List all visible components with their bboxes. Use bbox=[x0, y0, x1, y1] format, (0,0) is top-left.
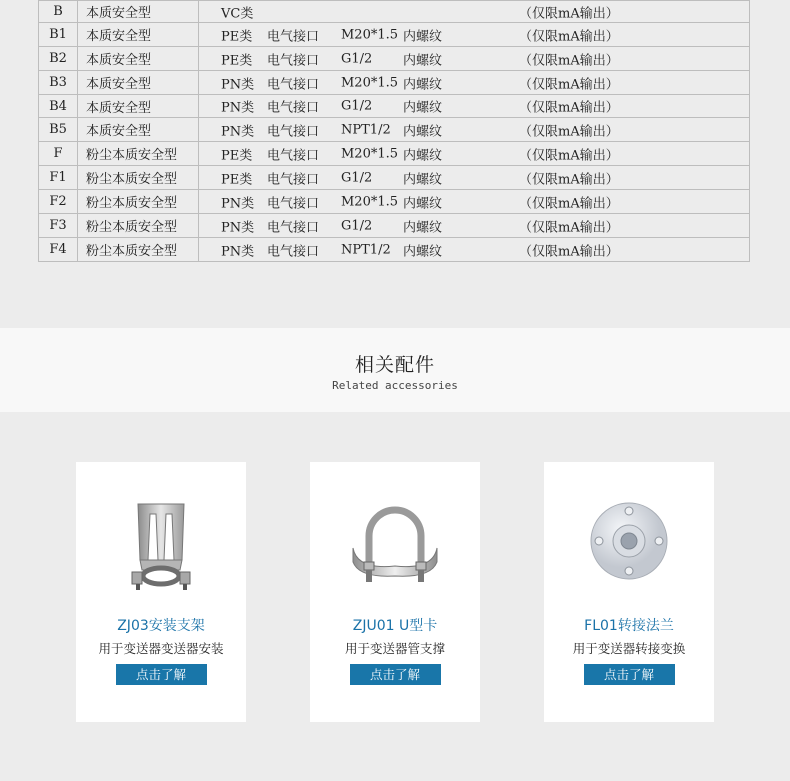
product-desc: 用于变送器管支撑 bbox=[344, 641, 445, 656]
model-code: B bbox=[39, 1, 78, 23]
output-note: （仅限mA输出） bbox=[519, 29, 619, 44]
model-code: F2 bbox=[39, 190, 78, 214]
thread-size: NPT1/2 bbox=[341, 122, 391, 137]
connection-spec bbox=[199, 190, 750, 214]
connection-spec bbox=[199, 47, 750, 71]
thread-size: M20*1.5 bbox=[341, 146, 399, 161]
product-name[interactable]: ZJU01 U型卡 bbox=[352, 618, 438, 634]
connection-class: VC类 bbox=[221, 6, 254, 21]
u-clamp-icon bbox=[347, 500, 443, 590]
model-code: B2 bbox=[39, 47, 78, 71]
output-note: （仅限mA输出） bbox=[519, 244, 619, 259]
connection-class: PE类 bbox=[221, 172, 253, 187]
connection-spec bbox=[199, 166, 750, 190]
product-name[interactable]: ZJ03安装支架 bbox=[117, 618, 205, 634]
output-note: （仅限mA输出） bbox=[519, 53, 619, 68]
thread-size: G1/2 bbox=[341, 51, 373, 66]
product-image bbox=[76, 462, 246, 612]
thread-size: M20*1.5 bbox=[341, 75, 399, 90]
connection-spec bbox=[199, 71, 750, 95]
protection-type: 粉尘本质安全型 bbox=[78, 166, 199, 190]
electrical-interface: 电气接口 bbox=[267, 148, 320, 163]
electrical-interface: 电气接口 bbox=[267, 77, 320, 92]
connection-class: PN类 bbox=[221, 124, 255, 139]
thread-size: G1/2 bbox=[341, 170, 373, 185]
model-code: B4 bbox=[39, 95, 78, 118]
spec-row bbox=[39, 142, 750, 166]
product-image bbox=[310, 462, 480, 612]
connection-class: PN类 bbox=[221, 100, 255, 116]
connection-spec bbox=[199, 23, 750, 47]
electrical-interface: 电气接口 bbox=[267, 172, 320, 187]
thread-type: 内螺纹 bbox=[403, 196, 443, 211]
output-note: （仅限mA输出） bbox=[519, 77, 619, 92]
connection-class: PE类 bbox=[221, 148, 253, 163]
spec-row bbox=[39, 238, 750, 262]
protection-type: 本质安全型 bbox=[78, 1, 199, 23]
protection-type: 粉尘本质安全型 bbox=[78, 238, 199, 262]
connection-spec bbox=[199, 95, 750, 118]
electrical-interface: 电气接口 bbox=[267, 100, 320, 116]
thread-type: 内螺纹 bbox=[403, 124, 443, 139]
flange-icon bbox=[588, 500, 670, 582]
accessories-header bbox=[0, 328, 790, 412]
product-image bbox=[544, 462, 714, 612]
output-note: （仅限mA输出） bbox=[519, 100, 619, 116]
spec-row bbox=[39, 23, 750, 47]
protection-type: 本质安全型 bbox=[78, 118, 199, 142]
output-note: （仅限mA输出） bbox=[519, 220, 619, 235]
thread-type: 内螺纹 bbox=[403, 220, 443, 235]
learn-more-button[interactable]: 点击了解 bbox=[116, 664, 207, 685]
thread-type: 内螺纹 bbox=[403, 53, 443, 68]
protection-type: 粉尘本质安全型 bbox=[78, 142, 199, 166]
electrical-interface: 电气接口 bbox=[267, 29, 320, 44]
thread-size: G1/2 bbox=[341, 218, 373, 233]
spec-row bbox=[39, 118, 750, 142]
protection-type: 粉尘本质安全型 bbox=[78, 190, 199, 214]
protection-type: 粉尘本质安全型 bbox=[78, 214, 199, 238]
output-note: （仅限mA输出） bbox=[519, 6, 619, 21]
thread-type: 内螺纹 bbox=[403, 244, 443, 259]
bracket-icon bbox=[126, 500, 196, 592]
thread-type: 内螺纹 bbox=[403, 77, 443, 92]
spec-row bbox=[39, 190, 750, 214]
connection-spec bbox=[199, 1, 750, 23]
spec-row bbox=[39, 166, 750, 190]
connection-class: PN类 bbox=[221, 196, 255, 211]
accessory-card-zju01[interactable] bbox=[310, 462, 480, 722]
model-code: B1 bbox=[39, 23, 78, 47]
thread-type: 内螺纹 bbox=[403, 100, 443, 116]
connection-spec bbox=[199, 142, 750, 166]
model-code: B3 bbox=[39, 71, 78, 95]
thread-type: 内螺纹 bbox=[403, 148, 443, 163]
spec-row bbox=[39, 1, 750, 23]
protection-type: 本质安全型 bbox=[78, 71, 199, 95]
connection-spec bbox=[199, 238, 750, 262]
spec-row bbox=[39, 95, 750, 118]
output-note: （仅限mA输出） bbox=[519, 148, 619, 163]
spec-row bbox=[39, 47, 750, 71]
electrical-interface: 电气接口 bbox=[267, 220, 320, 235]
electrical-interface: 电气接口 bbox=[267, 244, 320, 259]
connection-class: PN类 bbox=[221, 220, 255, 235]
thread-size: M20*1.5 bbox=[341, 27, 399, 42]
product-desc: 用于变送器变送器安装 bbox=[98, 641, 224, 656]
thread-type: 内螺纹 bbox=[403, 172, 443, 187]
output-note: （仅限mA输出） bbox=[519, 124, 619, 139]
output-note: （仅限mA输出） bbox=[519, 172, 619, 187]
thread-type: 内螺纹 bbox=[403, 29, 443, 44]
spec-row bbox=[39, 214, 750, 238]
connection-spec bbox=[199, 118, 750, 142]
electrical-interface: 电气接口 bbox=[267, 53, 320, 68]
connection-class: PN类 bbox=[221, 77, 255, 92]
connection-class: PN类 bbox=[221, 244, 255, 259]
protection-type: 本质安全型 bbox=[78, 23, 199, 47]
model-code: F1 bbox=[39, 166, 78, 190]
spec-row bbox=[39, 71, 750, 95]
thread-size: NPT1/2 bbox=[341, 242, 391, 257]
learn-more-button[interactable]: 点击了解 bbox=[584, 664, 675, 685]
thread-size: M20*1.5 bbox=[341, 194, 399, 209]
model-code: F bbox=[39, 142, 78, 166]
section-subtitle: Related accessories bbox=[332, 379, 458, 392]
protection-type: 本质安全型 bbox=[78, 47, 199, 71]
spec-table bbox=[38, 0, 750, 262]
electrical-interface: 电气接口 bbox=[267, 196, 320, 211]
thread-size: G1/2 bbox=[341, 98, 373, 114]
model-code: F4 bbox=[39, 238, 78, 262]
connection-class: PE类 bbox=[221, 53, 253, 68]
accessory-card-zj03[interactable] bbox=[76, 462, 246, 722]
learn-more-button[interactable]: 点击了解 bbox=[350, 664, 441, 685]
output-note: （仅限mA输出） bbox=[519, 196, 619, 211]
model-code: F3 bbox=[39, 214, 78, 238]
protection-type: 本质安全型 bbox=[78, 95, 199, 118]
model-code: B5 bbox=[39, 118, 78, 142]
spec-table-body bbox=[39, 1, 750, 262]
connection-spec bbox=[199, 214, 750, 238]
accessory-card-fl01[interactable] bbox=[544, 462, 714, 722]
section-title: 相关配件 bbox=[354, 354, 435, 376]
connection-class: PE类 bbox=[221, 29, 253, 44]
product-desc: 用于变送器转接变换 bbox=[572, 641, 686, 656]
product-name[interactable]: FL01转接法兰 bbox=[584, 618, 674, 634]
electrical-interface: 电气接口 bbox=[267, 124, 320, 139]
